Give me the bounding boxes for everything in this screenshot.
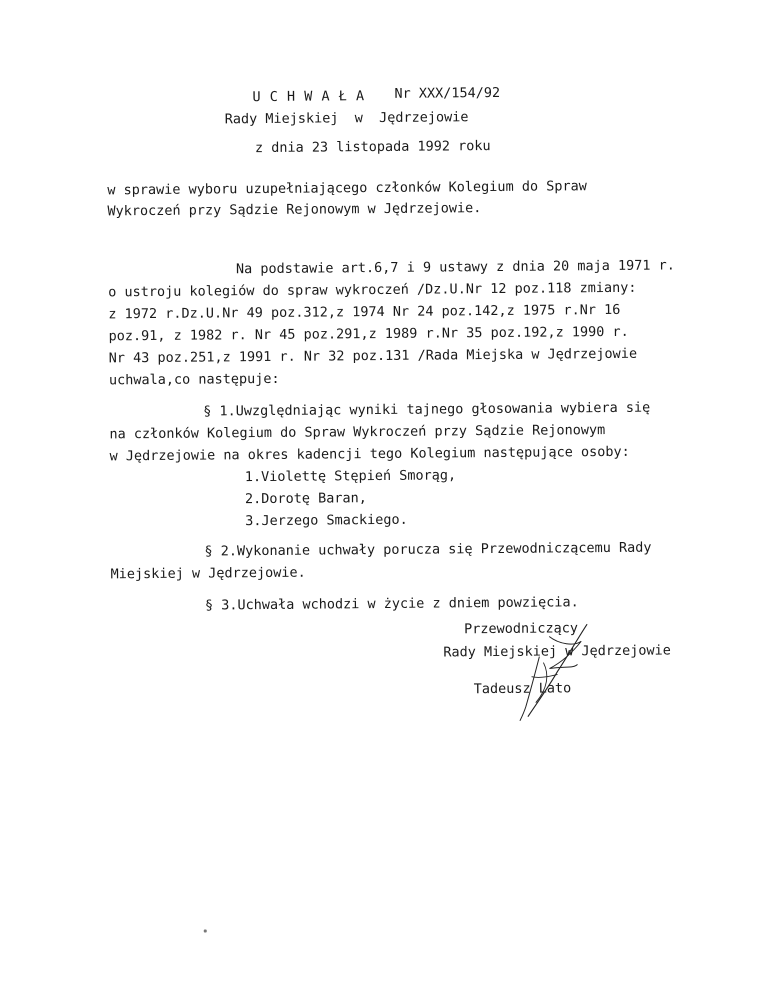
document-title-word: U C H W A Ł A bbox=[252, 88, 365, 106]
handwritten-signature bbox=[439, 616, 600, 727]
preamble-line-2: o ustroju kolegiów do spraw wykroczeń /Dz.U.Nr 12 poz.118 zmiany: bbox=[108, 279, 637, 301]
document-number: Nr XXX/154/92 bbox=[394, 84, 501, 102]
signature-role: Przewodniczący bbox=[464, 620, 578, 638]
section-1-line-1: § 1.Uwzględniając wyniki tajnego głosowania wybiera się bbox=[203, 399, 651, 420]
signature-name: Tadeusz Lato bbox=[473, 680, 572, 698]
subject-line-2: Wykroczeń przy Sądzie Rejonowym w Jędrzejowie. bbox=[107, 200, 482, 220]
preamble-line-4: poz.91, z 1982 r. Nr 45 poz.291,z 1989 r.Nr 35 poz.192,z 1990 r. bbox=[108, 323, 629, 345]
preamble-line-3: z 1972 r.Dz.U.Nr 49 poz.312,z 1974 Nr 24 poz.142,z 1975 r.Nr 16 bbox=[108, 301, 621, 323]
section-2-line-1: § 2.Wykonanie uchwały porucza się Przewodniczącemu Rady bbox=[204, 539, 652, 560]
preamble-line-5: Nr 43 poz.251,z 1991 r. Nr 32 poz.131 /Rada Miejska w Jędrzejowie bbox=[108, 345, 638, 367]
paper-speck bbox=[204, 930, 207, 933]
person-1: 1.Violettę Stępień Smorąg, bbox=[244, 467, 457, 486]
person-3: 3.Jerzego Smackiego. bbox=[245, 511, 408, 530]
section-1-line-2: na członków Kolegium do Spraw Wykroczeń przy Sądzie Rejonowym bbox=[109, 422, 606, 443]
signature-block bbox=[439, 615, 740, 728]
preamble-line-1: Na podstawie art.6,7 i 9 ustawy z dnia 20 maja 1971 r. bbox=[235, 257, 675, 278]
section-3-line-1: § 3.Uchwała wchodzi w życie z dniem powzięcia. bbox=[204, 594, 579, 614]
subject-line-1: w sprawie wyboru uzupełniającego członków Kolegium do Spraw bbox=[107, 178, 587, 199]
section-1-line-3: w Jędrzejowie na okres kadencji tego Kolegium następujące osoby: bbox=[109, 443, 630, 465]
signature-council: Rady Miejskiej w Jędrzejowie bbox=[443, 642, 671, 661]
council-name: Rady Miejskiej w Jędrzejowie bbox=[224, 109, 469, 128]
section-2-line-2: Miejskiej w Jędrzejowie. bbox=[110, 564, 306, 583]
document-date: z dnia 23 listopada 1992 roku bbox=[254, 138, 491, 157]
person-2: 2.Dorotę Baran, bbox=[244, 490, 367, 508]
preamble-line-6: uchwala,co następuje: bbox=[108, 370, 280, 389]
